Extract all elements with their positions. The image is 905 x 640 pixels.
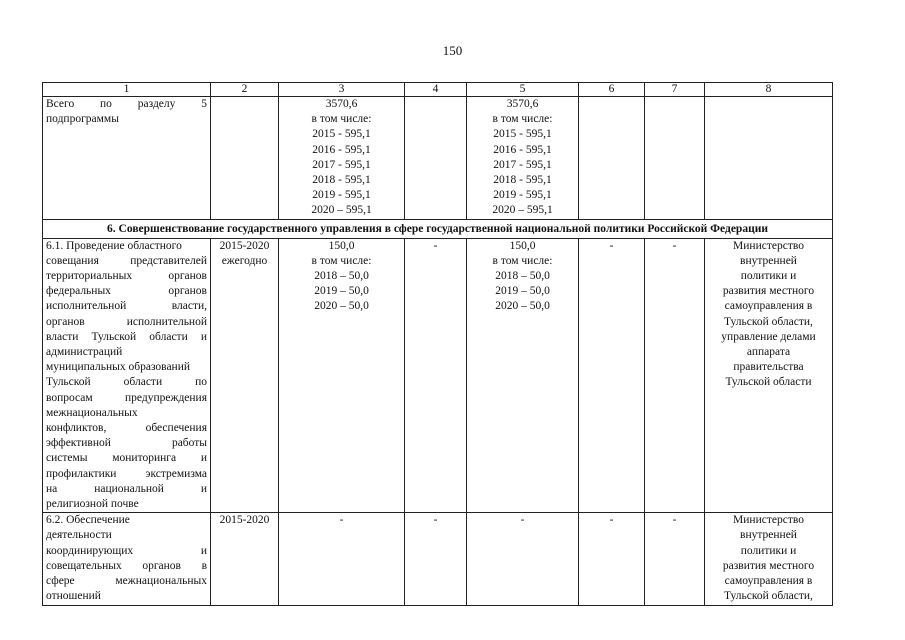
column-number-cell: 2 (211, 83, 279, 97)
cell-line: 2019 - 595,1 (312, 189, 371, 202)
cell-line: 2020 – 50,0 (495, 300, 550, 313)
cell-line: Всего по разделу 5 (46, 98, 207, 110)
funding-regional-cell (467, 97, 579, 220)
dash-cell: - (579, 238, 645, 513)
column-number-cell: 7 (645, 83, 705, 97)
dash-cell: - (279, 513, 405, 605)
empty-cell (705, 97, 833, 220)
cell-line: 2018 – 50,0 (495, 270, 550, 283)
period-cell (211, 513, 279, 605)
cell-line: подпрограммы (46, 113, 119, 126)
column-number-cell: 4 (405, 83, 467, 97)
cell-line: Тульской области, (724, 315, 813, 328)
cell-line: политики и (740, 270, 797, 283)
cell-line: Тульской области, (724, 590, 813, 603)
cell-line: 2018 – 50,0 (314, 270, 369, 283)
cell-line: внутренней (740, 254, 797, 267)
cell-line: в том числе: (311, 113, 372, 126)
cell-line: 2015 - 595,1 (493, 128, 552, 141)
cell-line: исполнительной власти, (46, 300, 207, 313)
cell-line: 2020 – 595,1 (311, 204, 372, 217)
cell-line: совещательных органов в (46, 559, 207, 572)
cell-line: в том числе: (492, 254, 553, 267)
cell-line: 2016 - 595,1 (312, 143, 371, 156)
cell-line: конфликтов, обеспечения (46, 422, 207, 435)
cell-line: территориальных органов (46, 270, 207, 283)
cell-line: 2020 – 50,0 (314, 300, 369, 313)
cell-line: администраций (46, 346, 123, 359)
column-number-cell: 5 (467, 83, 579, 97)
table-row (43, 238, 833, 513)
cell-line: ежегодно (221, 254, 268, 267)
cell-line: 2015-2020 (219, 239, 270, 252)
cell-line: власти Тульской области и (46, 330, 207, 343)
cell-line: 6.2. Обеспечение (46, 514, 130, 527)
cell-line: деятельности (46, 529, 112, 542)
empty-cell (405, 97, 467, 220)
empty-cell (211, 97, 279, 220)
cell-line: 2018 - 595,1 (493, 174, 552, 187)
cell-line: управление делами (721, 330, 816, 343)
period-cell (211, 238, 279, 513)
cell-line: 150,0 (328, 239, 355, 252)
column-number-cell: 8 (705, 83, 833, 97)
cell-line: сфере межнациональных (46, 575, 207, 588)
cell-line: самоуправления в (724, 300, 813, 313)
responsible-executor-cell (705, 513, 833, 605)
cell-line: Министерство (733, 239, 804, 252)
cell-line: в том числе: (492, 113, 553, 126)
cell-line: 2015 - 595,1 (312, 128, 371, 141)
cell-line: отношений (46, 590, 101, 603)
cell-line: 2019 – 50,0 (314, 285, 369, 298)
page-number: 150 (442, 43, 463, 58)
cell-line: межнациональных (46, 406, 138, 419)
cell-line: политики и (740, 544, 797, 557)
activity-description-cell (43, 513, 211, 605)
cell-line: профилактики экстремизма (46, 467, 207, 480)
cell-line: эффективной работы (46, 437, 207, 450)
section-title: 6. Совершенствование государственного управления в сфере государственной национальной политики Российской Федерации (43, 219, 833, 238)
cell-line: религиозной почве (46, 498, 139, 511)
cell-line: 150,0 (509, 239, 536, 252)
cell-line: развития местного (722, 285, 815, 298)
table-row (43, 513, 833, 605)
cell-line: Министерство (733, 514, 804, 527)
column-number-cell: 1 (43, 83, 211, 97)
funding-total-cell (279, 238, 405, 513)
cell-line: Тульской области по (46, 376, 207, 389)
cell-line: 2019 - 595,1 (493, 189, 552, 202)
cell-line: вопросам предупреждения (46, 391, 207, 404)
empty-cell (645, 97, 705, 220)
column-number-cell: 6 (579, 83, 645, 97)
cell-line: 2017 - 595,1 (312, 158, 371, 171)
dash-cell: - (467, 513, 579, 605)
cell-line: совещания представителей (46, 254, 207, 267)
cell-line: координирующих и (46, 544, 207, 557)
funding-regional-cell (467, 238, 579, 513)
dash-cell: - (579, 513, 645, 605)
subtotal-row (43, 97, 833, 220)
cell-line: аппарата (746, 346, 791, 359)
cell-line: системы мониторинга и (46, 452, 207, 465)
cell-line: 2019 – 50,0 (495, 285, 550, 298)
cell-line: 3570,6 (506, 98, 539, 110)
section-title-row (43, 219, 833, 238)
cell-line: органов исполнительной (46, 315, 207, 328)
column-number-row (43, 83, 833, 97)
cell-line: федеральных органов (46, 285, 207, 298)
cell-line: 3570,6 (325, 98, 358, 110)
dash-cell: - (405, 238, 467, 513)
cell-line: на национальной и (46, 482, 207, 495)
cell-line: 2016 - 595,1 (493, 143, 552, 156)
dash-cell: - (645, 513, 705, 605)
subtotal-label-cell (43, 97, 211, 220)
cell-line: 2015-2020 (219, 514, 270, 527)
cell-line: 2017 - 595,1 (493, 158, 552, 171)
funding-total-cell (279, 97, 405, 220)
cell-line: 2018 - 595,1 (312, 174, 371, 187)
cell-line: развития местного (722, 559, 815, 572)
cell-line: правительства (733, 361, 804, 374)
empty-cell (579, 97, 645, 220)
program-table (42, 82, 833, 606)
activity-description-cell (43, 238, 211, 513)
cell-line: в том числе: (311, 254, 372, 267)
column-number-cell: 3 (279, 83, 405, 97)
dash-cell: - (645, 238, 705, 513)
cell-line: муниципальных образований (46, 361, 191, 374)
cell-line: 2020 – 595,1 (492, 204, 553, 217)
responsible-executor-cell (705, 238, 833, 513)
cell-line: внутренней (740, 529, 797, 542)
cell-line: Тульской области (725, 376, 812, 389)
cell-line: 6.1. Проведение областного (46, 239, 182, 252)
cell-line: самоуправления в (724, 575, 813, 588)
dash-cell: - (405, 513, 467, 605)
